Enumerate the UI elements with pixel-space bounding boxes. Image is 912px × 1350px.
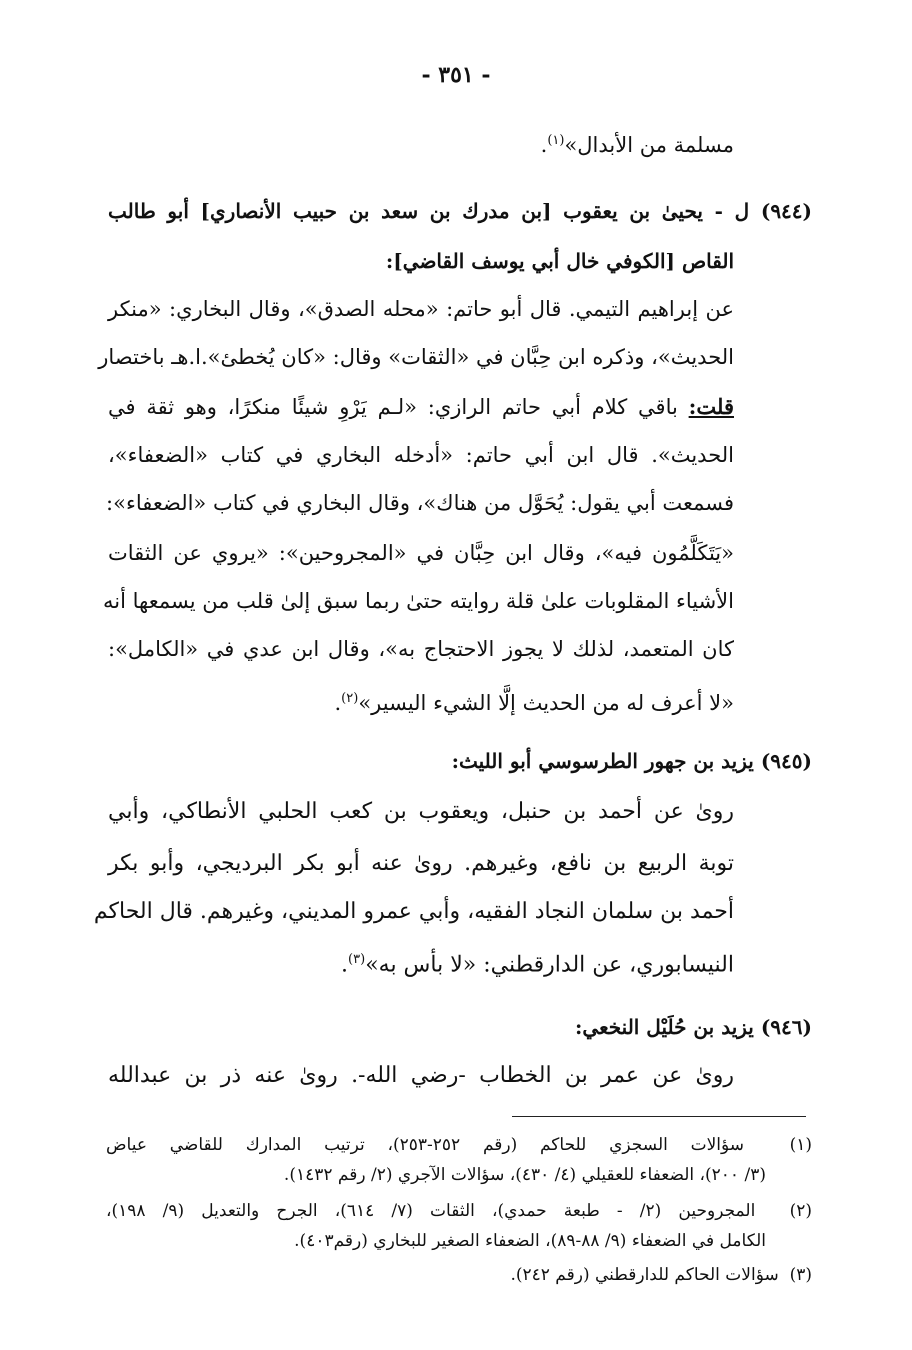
footnote-ref-2[interactable]: (٢) [341, 691, 359, 706]
entry-945-line: روىٰ عن أحمد بن حنبل، ويعقوب بن كعب الحلبي الأنطاكي، وأبي [108, 799, 734, 824]
footnote-separator [512, 1116, 806, 1117]
entry-944-line: الحديث». قال ابن أبي حاتم: «أدخله البخاري في كتاب «الضعفاء»، [108, 443, 734, 467]
footnote-2-cont: الكامل في الضعفاء (٩/ ٨٨-٨٩)، الضعفاء الصغير للبخاري (رقم٤٠٣). [294, 1231, 766, 1251]
entry-944-heading-cont: القاص [الكوفي خال أبي يوسف القاضي]: [385, 249, 734, 273]
entry-946-line: روىٰ عن عمر بن الخطاب -رضي الله-. روىٰ عنه ذر بن عبدالله [108, 1063, 734, 1088]
entry-946-number: (٩٤٦) [760, 1015, 812, 1039]
entry-944-line: عن إبراهيم التيمي. قال أبو حاتم: «محله الصدق»، وقال البخاري: «منكر [108, 297, 734, 321]
entry-945-heading: (٩٤٥) يزيد بن جهور الطرسوسي أبو الليث: [451, 749, 812, 773]
entry-944-line: «يَتَكَلَّمُون فيه»، وقال ابن حِبَّان في «المجروحين»: «يروي عن الثقات [108, 541, 734, 565]
footnote-3: (٣) سؤالات الحاكم للدارقطني (رقم ٢٤٢). [510, 1265, 812, 1285]
entry-944-qult-line: قلت: باقي كلام أبي حاتم الرازي: «لـم يَرْوِ شيئًا منكرًا، وهو ثقة في [108, 394, 734, 419]
continuation-line: مسلمة من الأبدال»$^{(١)}$. [540, 133, 734, 157]
entry-944-line: كان المتعمد، لذلك لا يجوز الاحتجاج به»، وقال ابن عدي في «الكامل»: [108, 637, 734, 661]
entry-945-line: توبة الربيع بن نافع، وغيرهم. روىٰ عنه أبو بكر البرديجي، وأبو بكر [108, 851, 734, 876]
entry-945-line: أحمد بن سلمان النجاد الفقيه، وأبي عمرو المديني، وغيرهم. قال الحاكم [93, 899, 734, 924]
page-number: - ٣٥١ - [421, 62, 491, 88]
entry-944-line: فسمعت أبي يقول: يُحَوَّل من هناك»، وقال البخاري في كتاب «الضعفاء»: [106, 491, 734, 515]
entry-944-line: الحديث»، وذكره ابن حِبَّان في «الثقات» وقال: «كان يُخطئ».ا.هـ باختصار [98, 345, 734, 369]
entry-946-heading: (٩٤٦) يزيد بن حُلَيْل النخعي: [575, 1015, 812, 1039]
entry-944-number: (٩٤٤) [760, 199, 813, 223]
entry-944-last-line: «لا أعرف له من الحديث إلَّا الشيء اليسير»$^{(٢)}$. [334, 691, 734, 715]
footnote-2: (٢) المجروحين (٢/ - طبعة حمدي)، الثقات (٧/ ٦١٤)، الجرح والتعديل (٩/ ١٩٨)، [106, 1201, 812, 1221]
qult-label: قلت: [688, 394, 734, 419]
entry-945-number: (٩٤٥) [760, 749, 812, 773]
footnote-1-cont: (٣/ ٢٠٠)، الضعفاء للعقيلي (٤/ ٤٣٠)، سؤالات الآجري (٢/ رقم ١٤٣٢). [283, 1165, 766, 1185]
footnote-1: (١) سؤالات السجزي للحاكم (رقم ٢٥٢-٢٥٣)، ترتيب المدارك للقاضي عياض [106, 1135, 813, 1155]
entry-944-heading: (٩٤٤) ل - يحيىٰ بن يعقوب [بن مدرك بن سعد بن حبيب الأنصاري] أبو طالب [108, 199, 813, 223]
footnote-ref-1[interactable]: (١) [547, 133, 565, 148]
entry-944-line: الأشياء المقلوبات علىٰ قلة روايته حتىٰ ربما سبق إلىٰ قلب من يسمعها أنه [103, 589, 734, 613]
footnote-ref-3[interactable]: (٣) [348, 952, 366, 967]
entry-945-last-line: النيسابوري، عن الدارقطني: «لا بأس به»$^{(٣)}$. [341, 952, 734, 978]
